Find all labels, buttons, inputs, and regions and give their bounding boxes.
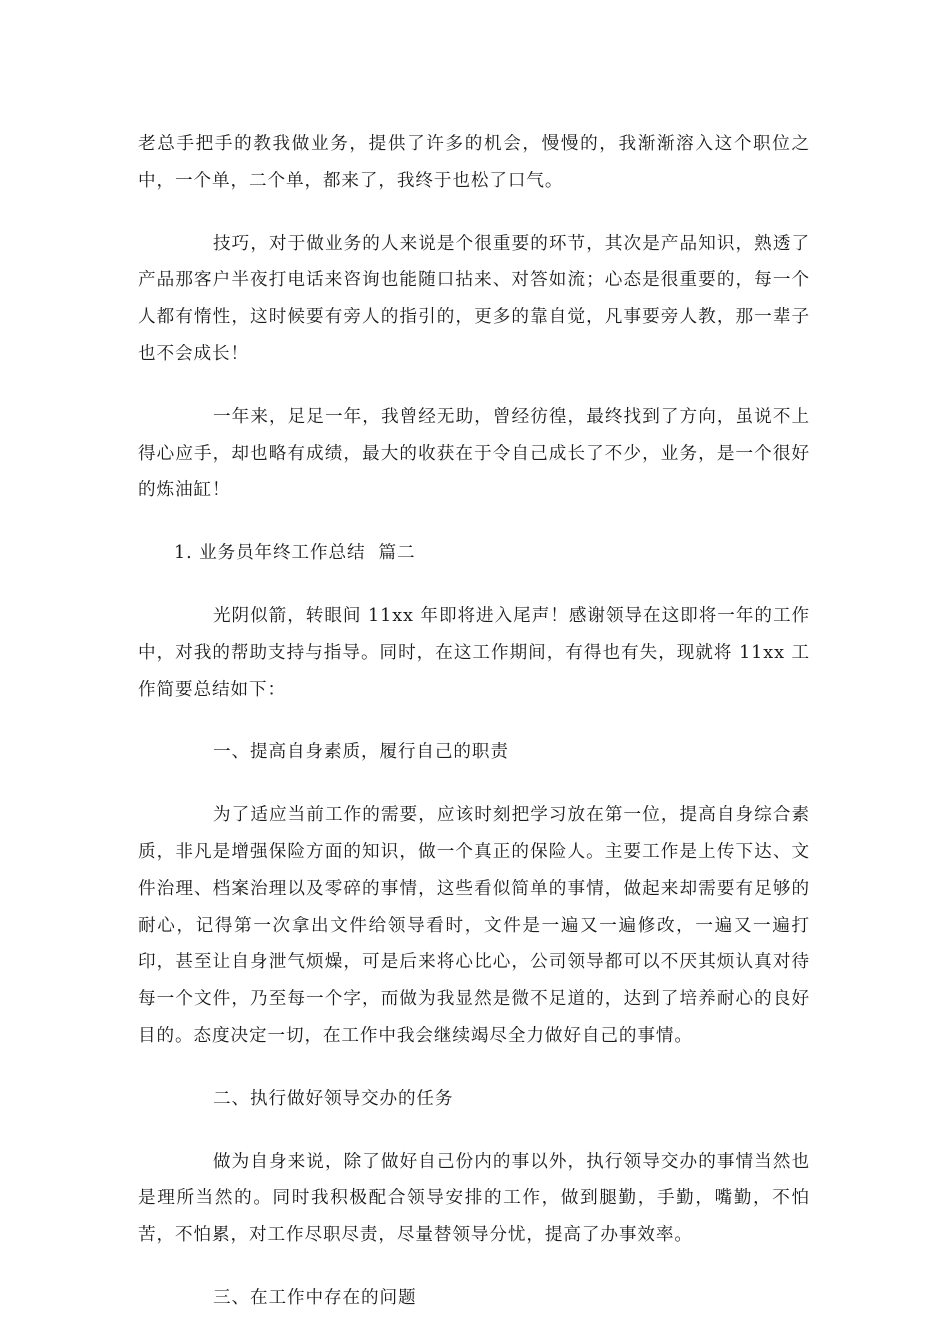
heading-three: 三、在工作中存在的问题 (213, 1287, 417, 1308)
heading-one: 一、提高自身素质，履行自己的职责 (213, 742, 509, 763)
paragraph-intro: 光阴似箭，转眼间 11xx 年即将进入尾声！感谢领导在这即将一年的工作中，对我的帮助支持与指导。同时，在这工作期间，有得也有失，现就将 11xx 工作简要总结如下： (138, 605, 810, 700)
paragraph-self-improvement: 为了适应当前工作的需要，应该时刻把学习放在第一位，提高自身综合素质，非凡是增强保险方面的知识，做一个真正的保险人。主要工作是上传下达、文件治理、档案治理以及零碎的事情，这些看似简单的事情，做起来却需要有足够的耐心，记得第一次拿出文件给领导看时，文件是一遍又一遍修改，一遍又一遍打印，甚至让自身泄气烦燥，可是后来将心比心，公司领导都可以不厌其烦认真对待每一个文件，乃至每一个字，而做为我显然是微不足道的，达到了培养耐心的良好目的。态度决定一切，在工作中我会继续竭尽全力做好自己的事情。 (138, 805, 810, 1046)
paragraph-year-review: 一年来，足足一年，我曾经无助，曾经彷徨，最终找到了方向，虽说不上得心应手，却也略有成绩，最大的收获在于令自己成长了不少，业务，是一个很好的炼油缸！ (138, 406, 810, 501)
paragraph-tasks: 做为自身来说，除了做好自己份内的事以外，执行领导交办的事情当然也是理所当然的。同时我积极配合领导安排的工作，做到腿勤，手勤，嘴勤，不怕苦，不怕累，对工作尽职尽责，尽量替领导分忧，提高了办事效率。 (138, 1151, 810, 1246)
section-title-part-two: 1. 业务员年终工作总结 篇二 (174, 543, 416, 564)
heading-two: 二、执行做好领导交办的任务 (213, 1088, 454, 1109)
document-page (138, 126, 810, 1343)
paragraph-skills: 技巧，对于做业务的人来说是个很重要的环节，其次是产品知识，熟透了产品那客户半夜打电话来咨询也能随口拈来、对答如流；心态是很重要的，每一个人都有惰性，这时候要有旁人的指引的，更多的靠自觉，凡事要旁人教，那一辈子也不会成长！ (138, 233, 810, 364)
paragraph-continuation: 老总手把手的教我做业务，提供了许多的机会，慢慢的，我渐渐溶入这个职位之中，一个单，二个单，都来了，我终于也松了口气。 (138, 134, 810, 191)
